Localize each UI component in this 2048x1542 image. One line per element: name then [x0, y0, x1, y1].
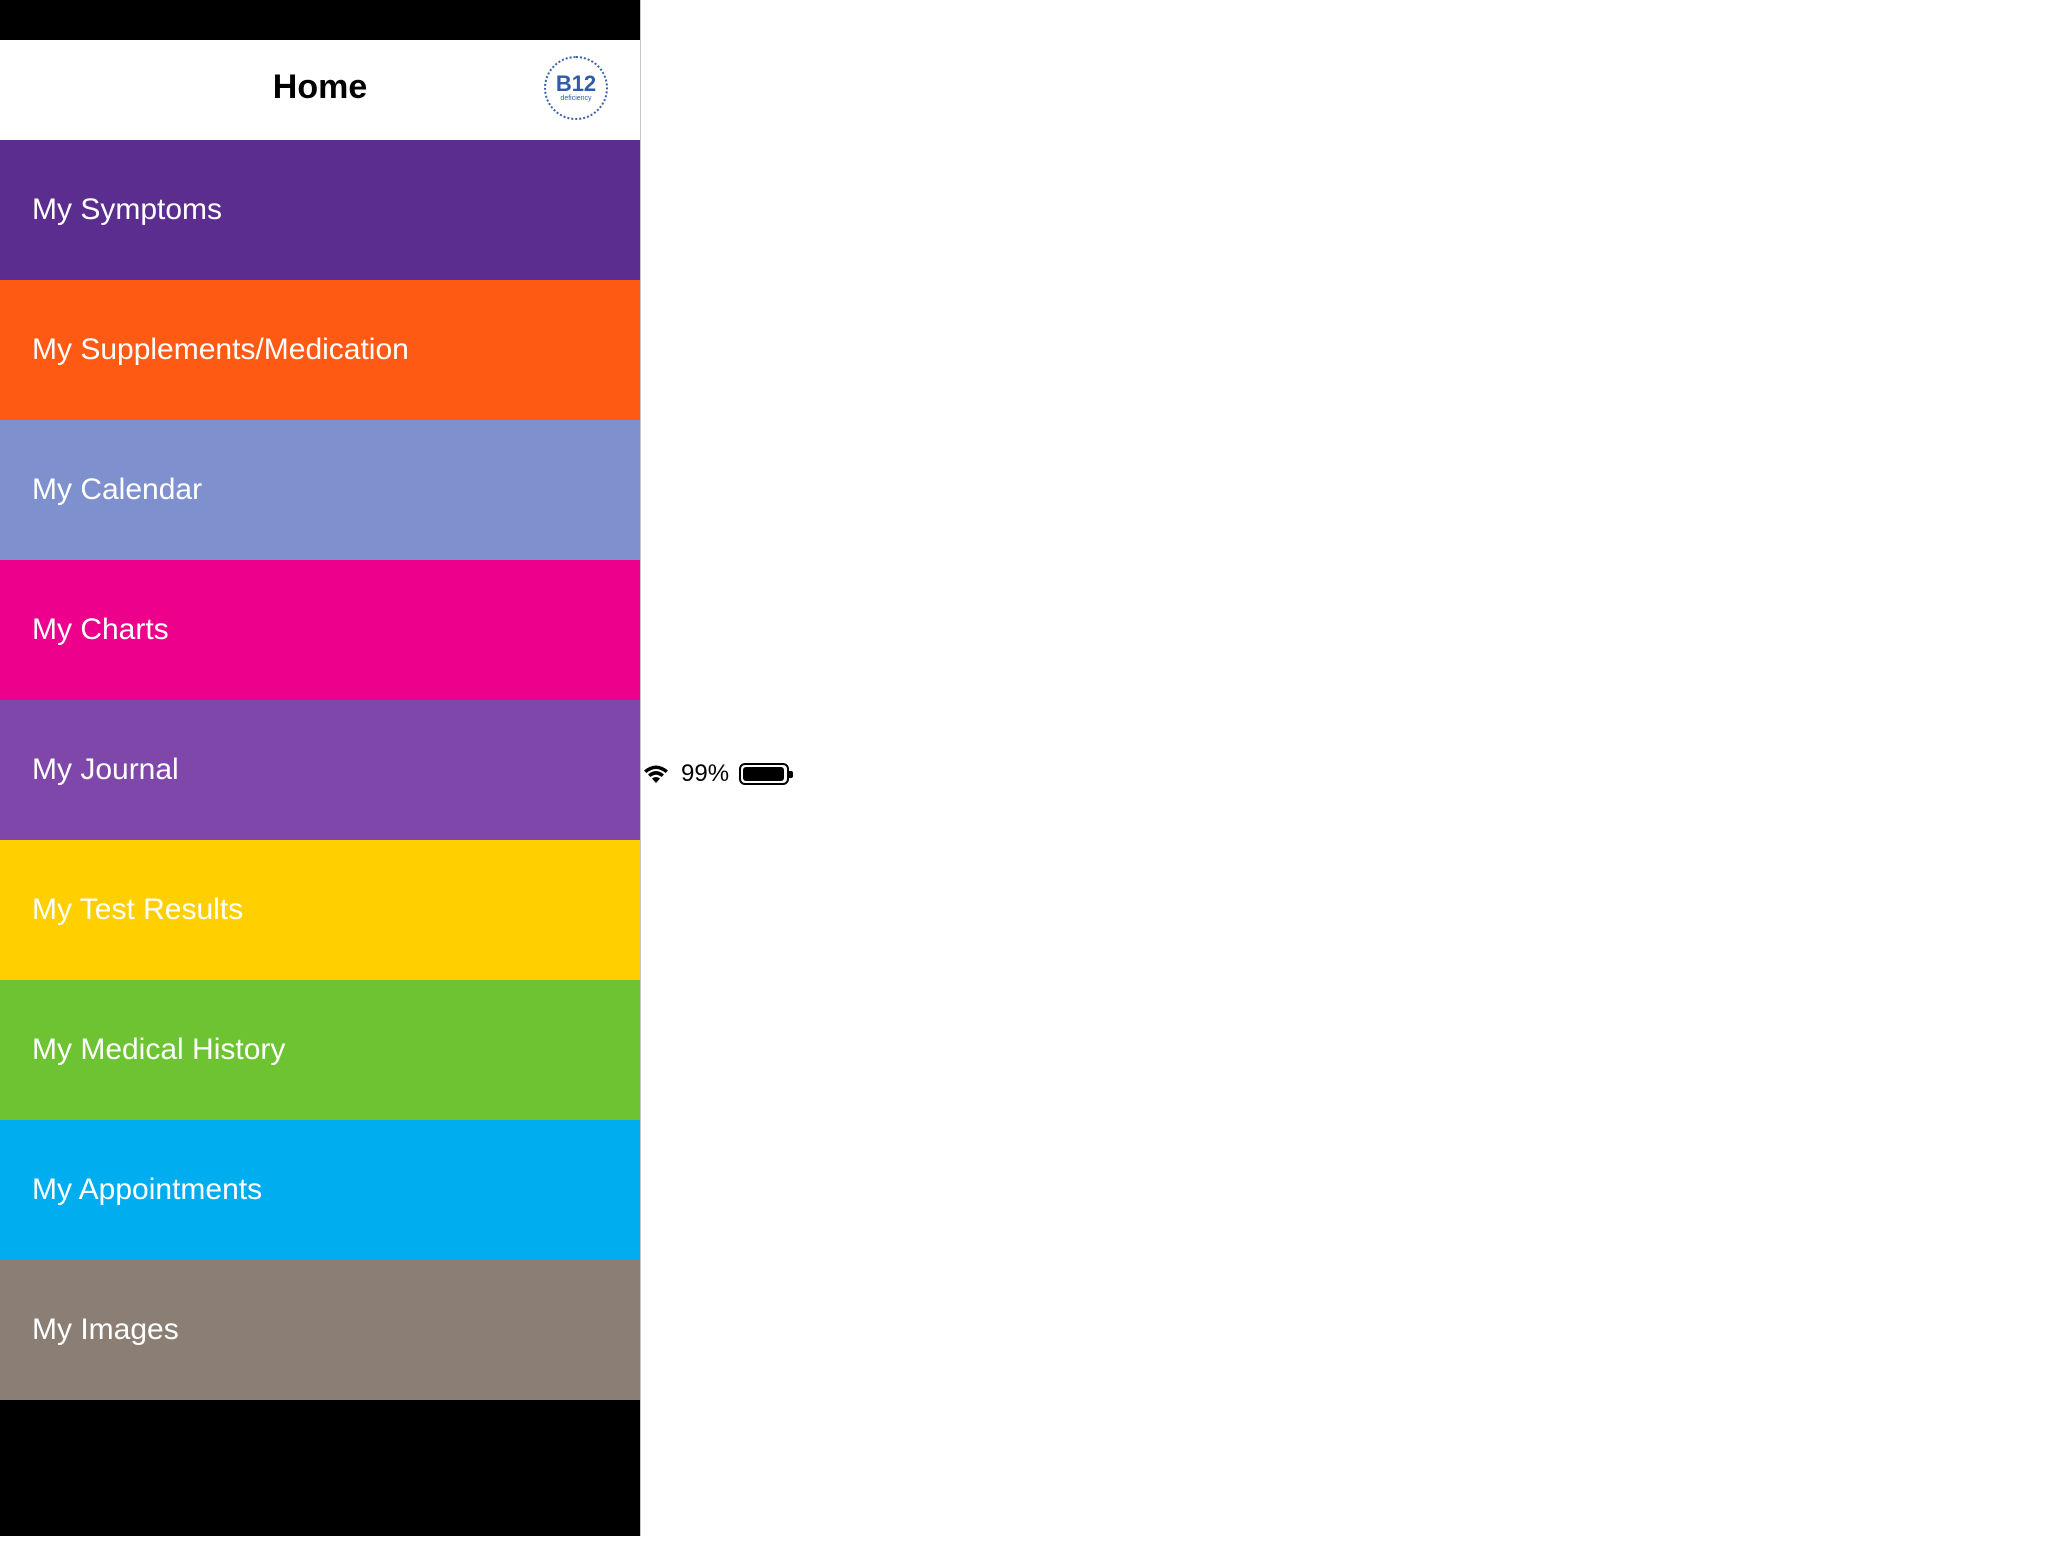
sidebar-item-appointments[interactable] [0, 1120, 640, 1260]
battery-icon [739, 763, 789, 785]
sidebar-item-label: My Journal [32, 753, 179, 786]
sidebar-item-label: My Charts [32, 613, 169, 646]
status-date: Fri 14 Dec [103, 6, 214, 33]
sidebar-item-symptoms[interactable] [0, 140, 640, 280]
status-time: 09:56 [13, 6, 76, 33]
sidebar-item-test-results[interactable] [0, 840, 640, 980]
sidebar-header [0, 40, 640, 140]
status-right [641, 6, 2048, 1542]
sidebar-title: Home [272, 68, 368, 106]
sidebar-item-medical-history[interactable] [0, 980, 640, 1120]
sidebar-item-images[interactable] [0, 1260, 640, 1400]
sidebar-item-journal[interactable] [0, 700, 640, 840]
sidebar [0, 0, 640, 1536]
sidebar-item-charts[interactable] [0, 560, 640, 700]
b12-logo-icon [544, 56, 608, 120]
sidebar-item-label: My Symptoms [32, 193, 223, 226]
wifi-icon [641, 763, 671, 785]
sidebar-item-supplements[interactable] [0, 280, 640, 420]
sidebar-item-calendar[interactable] [0, 420, 640, 560]
logo-subtext: deficiency [560, 95, 592, 102]
sidebar-item-label: My Calendar [32, 473, 203, 506]
sidebar-menu [0, 140, 640, 1400]
battery-percent: 99% [681, 760, 730, 787]
sidebar-item-label: My Test Results [32, 893, 244, 926]
sidebar-item-label: My Medical History [32, 1033, 286, 1066]
sidebar-item-label: My Appointments [32, 1173, 263, 1206]
logo-text: B12 [555, 71, 597, 96]
sidebar-item-label: My Supplements/Medication [32, 333, 409, 366]
sidebar-item-label: My Images [32, 1313, 179, 1346]
